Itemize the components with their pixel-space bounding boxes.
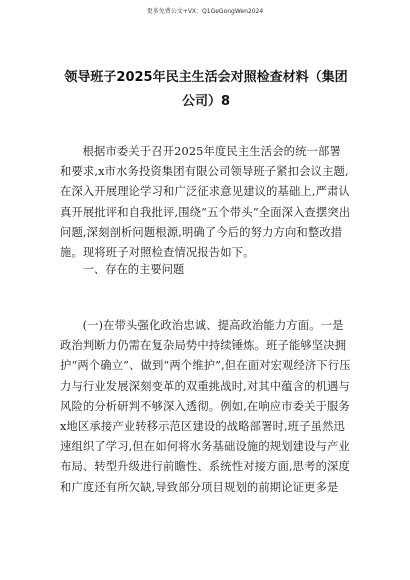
document-title: 领导班子2025年民主生活会对照检查材料（集团公司）8: [64, 70, 348, 109]
header-note: 更多免费公文+VX：Q1GeGongWen2024: [146, 8, 264, 15]
section-heading: 一、存在的主要问题: [82, 263, 185, 276]
intro-paragraph: 根据市委关于召开2025年度民主生活会的统一部署和要求,x市水务投资集团有限公司领导班子紧扣会议主题,在深入开展理论学习和广泛征求意见建议的基础上,严肃认真开展批评和自我批评,围绕“五个带头”全面深入查摆突出问题,深刻剖析问题根源,明确了今后的努力方向和整改措施。现将班子对照检查情况报告如下。: [60, 145, 351, 260]
body-paragraph: (一)在带头强化政治忠诚、提高政治能力方面。一是政治判断力仍需在复杂局势中持续锤炼。班子能够坚决拥护“两个确立”、做到“两个维护”,但在面对宏观经济下行压力与行业发展深刻变革的双重挑战时,对其中蕴含的机遇与风险的分析研判不够深入透彻。例如,在响应市委关于服务x地区承接产业转移示范区建设的战略部署时,班子虽然迅速组织了学习,但在如何将水务基础设施的规划建设与产业布局、转型升级进行前瞻性、系统性对接方面,思考的深度和广度还有所欠缺,导致部分项目规划的前期论证更多是: [60, 319, 351, 494]
